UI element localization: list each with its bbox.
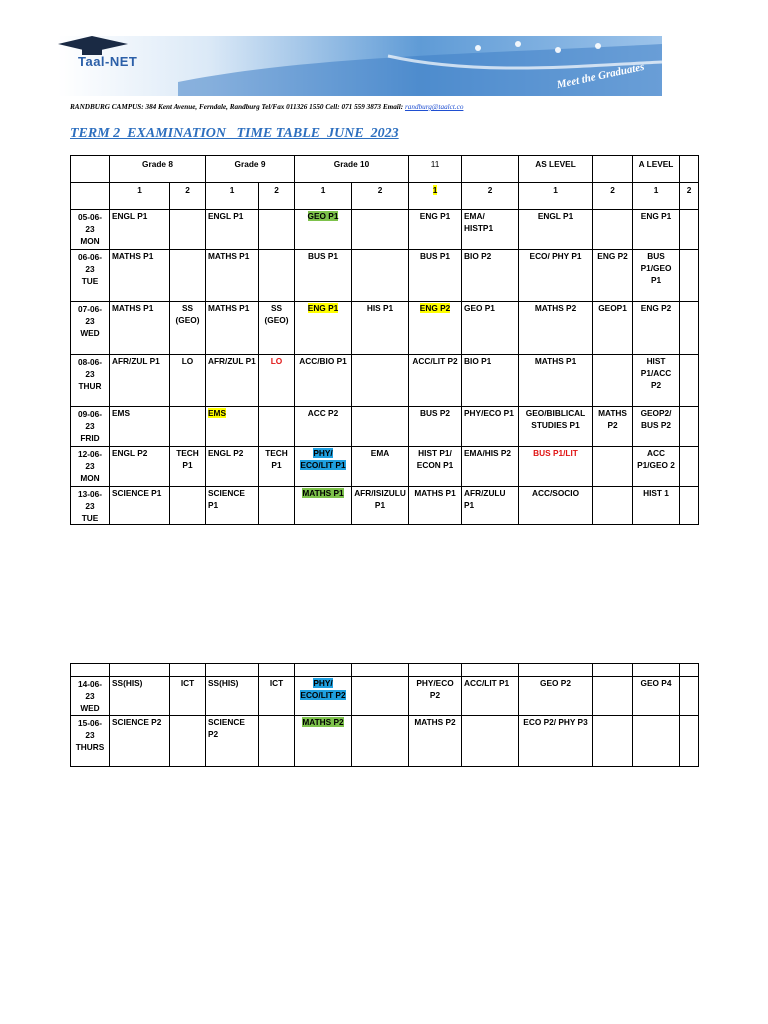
subject-text: GEOP1: [598, 303, 627, 313]
subject-text: ENG P1: [419, 211, 451, 221]
exam-subject-cell: [206, 302, 259, 355]
exam-subject-cell: [680, 355, 699, 407]
exam-subject-cell: [680, 407, 699, 447]
exam-subject-cell: [352, 250, 409, 302]
exam-subject-cell: [110, 677, 170, 716]
exam-subject-cell: [462, 302, 519, 355]
date-line: THURS: [75, 742, 105, 752]
blank-cell: [593, 664, 633, 677]
exam-subject-cell: [259, 210, 295, 250]
exam-subject-cell: [110, 447, 170, 487]
exam-subject-cell: [633, 487, 680, 525]
exam-subject-cell: [462, 447, 519, 487]
subject-text: BUS P2: [420, 408, 450, 418]
date-line: 12-06-: [78, 449, 102, 459]
exam-subject-cell: [409, 407, 462, 447]
exam-subject-cell: [519, 487, 593, 525]
exam-day-row: [71, 716, 699, 767]
paper-header-cell: [409, 183, 462, 210]
exam-subject-cell: [409, 302, 462, 355]
exam-day-row: [71, 355, 699, 407]
paper-header-cell: 2: [680, 183, 699, 210]
exam-subject-cell: [295, 677, 352, 716]
paper-header-cell: 2: [593, 183, 633, 210]
subject-text: MATHS P1: [208, 251, 250, 261]
exam-subject-cell: [206, 716, 259, 767]
date-line: 23: [85, 730, 95, 740]
exam-subject-cell: [206, 355, 259, 407]
exam-date-cell: [71, 407, 110, 447]
exam-subject-cell: [259, 250, 295, 302]
subject-text: ENGL P1: [112, 211, 148, 221]
blank-cell: [462, 664, 519, 677]
date-line: 23: [85, 224, 95, 234]
exam-day-row: [71, 677, 699, 716]
subject-text: BIO P1: [464, 356, 492, 366]
exam-subject-cell: [409, 210, 462, 250]
blank-cell: [259, 664, 295, 677]
exam-subject-cell: [110, 210, 170, 250]
paper-header-cell: 2: [462, 183, 519, 210]
exam-subject-cell: [519, 407, 593, 447]
exam-subject-cell: [110, 716, 170, 767]
exam-subject-cell: [352, 210, 409, 250]
exam-subject-cell: [295, 302, 352, 355]
exam-day-row: [71, 487, 699, 525]
exam-subject-cell: [593, 250, 633, 302]
exam-subject-cell: [593, 716, 633, 767]
exam-subject-cell: [633, 447, 680, 487]
date-line: WED: [80, 328, 100, 338]
subject-text: MATHS P1: [414, 488, 456, 498]
subject-text: BUS P1: [308, 251, 338, 261]
subject-text: MATHS P2: [534, 303, 577, 313]
exam-subject-cell: [170, 447, 206, 487]
exam-subject-cell: [519, 250, 593, 302]
subject-text: ACC P1/GEO 2: [637, 448, 675, 470]
exam-timetable-continued: [70, 663, 699, 767]
exam-subject-cell: [519, 302, 593, 355]
exam-day-row: [71, 407, 699, 447]
logo-text: Taal-NET: [78, 54, 138, 69]
subject-text: AFR/ISIZULU P1: [354, 488, 406, 510]
exam-day-row: [71, 250, 699, 302]
date-line: TUE: [81, 276, 99, 286]
exam-subject-cell: [680, 210, 699, 250]
exam-subject-cell: [170, 210, 206, 250]
subject-text: PHY/ ECO/LIT P1: [300, 448, 346, 470]
blank-cell: [206, 664, 259, 677]
subject-text: BUS P1: [420, 251, 450, 261]
exam-subject-cell: [170, 302, 206, 355]
subject-text: MATHS P1: [302, 488, 344, 498]
exam-subject-cell: [519, 677, 593, 716]
blank-cell: [110, 664, 170, 677]
subject-text: TECH P1: [265, 448, 288, 470]
blank-cell: [519, 664, 593, 677]
exam-subject-cell: [680, 716, 699, 767]
blank-cell: [71, 664, 110, 677]
subject-text: SCIENCE P2: [112, 717, 162, 727]
grade-header-cell: A LEVEL: [633, 156, 680, 183]
subject-text: ENG P1: [307, 303, 339, 313]
exam-subject-cell: [409, 487, 462, 525]
date-line: 23: [85, 369, 95, 379]
subject-text: SCIENCE P1: [112, 488, 162, 498]
exam-subject-cell: [295, 716, 352, 767]
exam-subject-cell: [680, 487, 699, 525]
header-banner: [58, 36, 662, 96]
subject-text: AFR/ZUL P1: [112, 356, 160, 366]
date-line: 23: [85, 316, 95, 326]
blank-cell: [352, 664, 409, 677]
subject-text: ECO P2/ PHY P3: [523, 717, 588, 727]
subject-text: PHY/ECO P1: [464, 408, 514, 418]
exam-subject-cell: [593, 302, 633, 355]
exam-subject-cell: [170, 355, 206, 407]
date-line: TUE: [81, 513, 99, 523]
exam-subject-cell: [295, 250, 352, 302]
subject-text: MATHS P1: [208, 303, 250, 313]
blank-cell: [170, 664, 206, 677]
exam-subject-cell: [352, 302, 409, 355]
subject-text: GEO P4: [640, 678, 672, 688]
blank-cell: [633, 664, 680, 677]
subject-text: HIST P1/ ECON P1: [416, 448, 454, 470]
exam-subject-cell: [206, 677, 259, 716]
exam-date-cell: [71, 250, 110, 302]
exam-subject-cell: [462, 250, 519, 302]
exam-subject-cell: [110, 355, 170, 407]
blank-header-row: [71, 664, 699, 677]
subject-text: ENG P2: [640, 303, 672, 313]
grade-header-cell: [462, 156, 519, 183]
exam-subject-cell: [409, 250, 462, 302]
subject-text: EMS: [208, 408, 226, 418]
exam-day-row: [71, 210, 699, 250]
exam-subject-cell: [462, 355, 519, 407]
paper-header-cell: 1: [519, 183, 593, 210]
date-line: 08-06-: [78, 357, 102, 367]
blank-cell: [409, 664, 462, 677]
grade-header-cell: [71, 156, 110, 183]
subject-text: ACC/SOCIO: [532, 488, 580, 498]
date-line: 14-06-: [78, 679, 102, 689]
subject-text: EMS: [112, 408, 130, 418]
subject-text: TECH P1: [176, 448, 199, 470]
subject-text: ENGL P2: [112, 448, 148, 458]
exam-date-cell: [71, 210, 110, 250]
exam-subject-cell: [519, 447, 593, 487]
date-line: THUR: [78, 381, 102, 391]
banner-slogan: Meet the Graduates: [555, 60, 646, 92]
subject-text: ENGL P2: [208, 448, 244, 458]
exam-subject-cell: [462, 407, 519, 447]
date-line: 23: [85, 264, 95, 274]
subject-text: SS (GEO): [175, 303, 200, 325]
highlighted-paper-number: 1: [432, 185, 438, 195]
subject-text: EMA: [370, 448, 390, 458]
paper-header-cell: [71, 183, 110, 210]
exam-subject-cell: [110, 250, 170, 302]
grade-header-cell: [593, 156, 633, 183]
date-line: 06-06-: [78, 252, 102, 262]
subject-text: SS(HIS): [208, 678, 239, 688]
exam-subject-cell: [680, 302, 699, 355]
date-line: 15-06-: [78, 718, 102, 728]
logo: [78, 54, 137, 69]
campus-contact-line: [70, 103, 463, 111]
subject-text: ACC/LIT P1: [464, 678, 510, 688]
subject-text: HIST 1: [643, 488, 669, 498]
exam-subject-cell: [259, 302, 295, 355]
date-line: MON: [80, 236, 100, 246]
subject-text: ENG P2: [419, 303, 451, 313]
exam-subject-cell: [259, 716, 295, 767]
exam-subject-cell: [352, 716, 409, 767]
exam-timetable-main: [70, 155, 699, 525]
exam-subject-cell: [206, 447, 259, 487]
subject-text: MATHS P2: [302, 717, 344, 727]
subject-text: MATHS P1: [112, 251, 154, 261]
exam-day-row: [71, 447, 699, 487]
subject-text: AFR/ZULU P1: [464, 488, 506, 510]
exam-subject-cell: [633, 677, 680, 716]
exam-subject-cell: [633, 302, 680, 355]
exam-date-cell: [71, 716, 110, 767]
exam-subject-cell: [259, 407, 295, 447]
paper-header-row: [71, 183, 699, 210]
subject-text: MATHS P2: [414, 717, 456, 727]
grade-header-cell: AS LEVEL: [519, 156, 593, 183]
subject-text: ICT: [269, 678, 284, 688]
subject-text: ENG P2: [597, 251, 628, 261]
exam-subject-cell: [409, 677, 462, 716]
exam-subject-cell: [206, 210, 259, 250]
exam-date-cell: [71, 302, 110, 355]
exam-subject-cell: [295, 487, 352, 525]
exam-subject-cell: [206, 250, 259, 302]
page-title: TERM 2 EXAMINATION TIME TABLE JUNE 2023: [70, 126, 399, 141]
subject-text: LO: [181, 356, 194, 366]
blank-cell: [680, 664, 699, 677]
exam-subject-cell: [170, 677, 206, 716]
subject-text: ECO/ PHY P1: [529, 251, 582, 261]
grade-header-row: [71, 156, 699, 183]
exam-subject-cell: [352, 487, 409, 525]
subject-text: SS (GEO): [264, 303, 289, 325]
exam-subject-cell: [593, 210, 633, 250]
exam-subject-cell: [462, 210, 519, 250]
exam-subject-cell: [259, 677, 295, 716]
paper-header-cell: 1: [295, 183, 352, 210]
paper-header-cell: 1: [110, 183, 170, 210]
exam-subject-cell: [680, 447, 699, 487]
exam-subject-cell: [519, 210, 593, 250]
blank-cell: [295, 664, 352, 677]
exam-subject-cell: [170, 487, 206, 525]
exam-subject-cell: [680, 250, 699, 302]
exam-subject-cell: [259, 447, 295, 487]
exam-subject-cell: [352, 355, 409, 407]
date-line: 23: [85, 501, 95, 511]
grade-header-cell: Grade 10: [295, 156, 409, 183]
date-line: 07-06-: [78, 304, 102, 314]
subject-text: ACC P2: [307, 408, 339, 418]
subject-text: ENGL P1: [208, 211, 244, 221]
exam-subject-cell: [633, 716, 680, 767]
exam-date-cell: [71, 487, 110, 525]
exam-subject-cell: [462, 677, 519, 716]
exam-subject-cell: [680, 677, 699, 716]
email-link[interactable]: randburg@taalct.co: [404, 103, 464, 111]
exam-subject-cell: [593, 407, 633, 447]
subject-text: EMA/ HISTP1: [464, 211, 494, 233]
paper-header-cell: 2: [259, 183, 295, 210]
exam-subject-cell: [593, 677, 633, 716]
exam-subject-cell: [110, 302, 170, 355]
date-line: 23: [85, 691, 95, 701]
subject-text: BUS P1/GEO P1: [640, 251, 672, 285]
exam-subject-cell: [110, 487, 170, 525]
exam-subject-cell: [206, 407, 259, 447]
campus-info: RANDBURG CAMPUS: 384 Kent Avenue, Ferndale, Randburg Tel/Fax 011326 1550 Cell: 071 559 3873 Email:: [70, 103, 405, 111]
subject-text: ICT: [180, 678, 195, 688]
subject-text: MATHS P2: [598, 408, 627, 430]
exam-subject-cell: [259, 355, 295, 407]
subject-text: ACC/LIT P2: [412, 356, 458, 366]
subject-text: SCIENCE P1: [208, 488, 245, 510]
exam-subject-cell: [462, 487, 519, 525]
subject-text: LO: [270, 356, 283, 366]
paper-header-cell: 1: [206, 183, 259, 210]
subject-text: GEOP2/ BUS P2: [640, 408, 672, 430]
exam-date-cell: [71, 355, 110, 407]
exam-subject-cell: [633, 210, 680, 250]
date-line: FRID: [80, 433, 100, 443]
subject-text: GEO P2: [540, 678, 571, 688]
paper-header-cell: 2: [170, 183, 206, 210]
subject-text: BIO P2: [464, 251, 492, 261]
subject-text: EMA/HIS P2: [464, 448, 512, 458]
exam-subject-cell: [409, 447, 462, 487]
exam-subject-cell: [170, 407, 206, 447]
exam-subject-cell: [206, 487, 259, 525]
exam-subject-cell: [462, 716, 519, 767]
exam-date-cell: [71, 447, 110, 487]
exam-subject-cell: [519, 716, 593, 767]
subject-text: HIST P1/ACC P2: [640, 356, 672, 390]
exam-date-cell: [71, 677, 110, 716]
date-line: WED: [80, 703, 100, 713]
exam-subject-cell: [295, 210, 352, 250]
exam-subject-cell: [352, 677, 409, 716]
exam-subject-cell: [409, 355, 462, 407]
paper-header-cell: 1: [633, 183, 680, 210]
subject-text: AFR/ZUL P1: [208, 356, 256, 366]
grade-header-cell: [680, 156, 699, 183]
subject-text: PHY/ECO P2: [416, 678, 454, 700]
exam-subject-cell: [295, 447, 352, 487]
subject-text: PHY/ ECO/LIT P2: [300, 678, 346, 700]
subject-text: ENGL P1: [537, 211, 574, 221]
subject-text: ENG P1: [640, 211, 672, 221]
date-line: 23: [85, 461, 95, 471]
subject-text: MATHS P1: [534, 356, 577, 366]
exam-day-row: [71, 302, 699, 355]
subject-text: GEO P1: [464, 303, 495, 313]
exam-subject-cell: [519, 355, 593, 407]
exam-subject-cell: [593, 447, 633, 487]
subject-text: HIS P1: [366, 303, 394, 313]
exam-subject-cell: [352, 447, 409, 487]
exam-subject-cell: [259, 487, 295, 525]
subject-text: GEO P1: [307, 211, 339, 221]
date-line: 05-06-: [78, 212, 102, 222]
subject-text: GEO/BIBLICAL STUDIES P1: [525, 408, 586, 430]
exam-subject-cell: [633, 250, 680, 302]
subject-text: ACC/BIO P1: [299, 356, 347, 366]
grade-header-cell: Grade 9: [206, 156, 295, 183]
exam-subject-cell: [352, 407, 409, 447]
date-line: 09-06-: [78, 409, 102, 419]
subject-text: BUS P1/LIT: [533, 448, 578, 458]
date-line: 23: [85, 421, 95, 431]
exam-subject-cell: [593, 487, 633, 525]
exam-subject-cell: [409, 716, 462, 767]
subject-text: SS(HIS): [112, 678, 143, 688]
subject-text: MATHS P1: [112, 303, 154, 313]
date-line: 13-06-: [78, 489, 102, 499]
subject-text: SCIENCE P2: [208, 717, 245, 739]
exam-subject-cell: [593, 355, 633, 407]
exam-subject-cell: [633, 355, 680, 407]
exam-subject-cell: [295, 355, 352, 407]
exam-subject-cell: [110, 407, 170, 447]
exam-subject-cell: [295, 407, 352, 447]
exam-subject-cell: [170, 716, 206, 767]
grade-header-cell: 11: [409, 156, 462, 183]
paper-header-cell: 2: [352, 183, 409, 210]
date-line: MON: [80, 473, 100, 483]
exam-subject-cell: [633, 407, 680, 447]
exam-subject-cell: [170, 250, 206, 302]
grade-header-cell: Grade 8: [110, 156, 206, 183]
